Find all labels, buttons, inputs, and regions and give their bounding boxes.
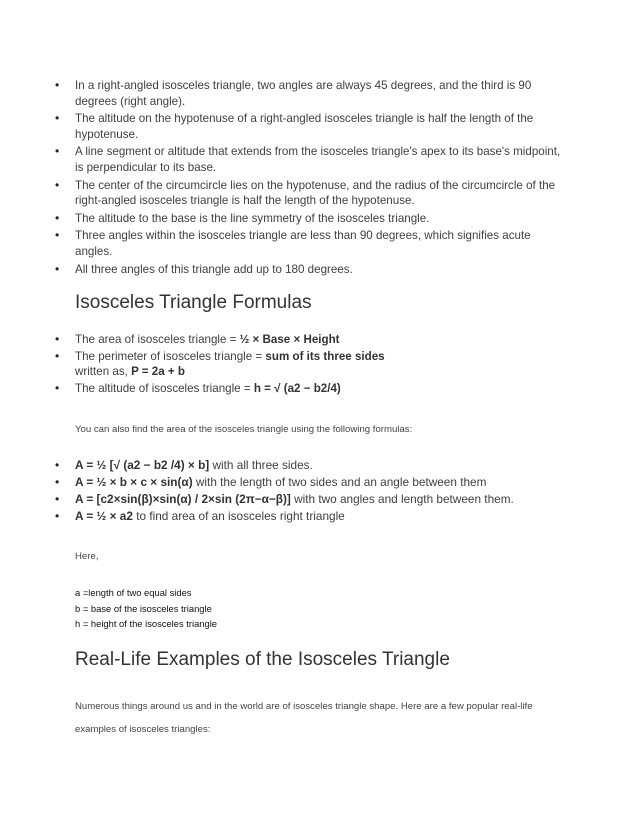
- property-text: Three angles within the isosceles triangle are less than 90 degrees, which signifies acute angles.: [75, 229, 531, 258]
- list-item: [0, 332, 638, 348]
- formula-text-line2: written as,: [75, 365, 132, 379]
- definition-line: h = height of the isosceles triangle: [75, 618, 218, 629]
- formula-text: The altitude of isosceles triangle =: [75, 381, 254, 395]
- area-formula-text: with the length of two sides and an angle between them: [192, 475, 487, 490]
- section-heading-real-life: Real-Life Examples of the Isosceles Triangle: [75, 649, 450, 670]
- bullet-icon: •: [55, 78, 60, 92]
- area-formula-bold: A = ½ × b × c × sin(α): [75, 475, 193, 490]
- list-item: [0, 509, 638, 525]
- list-item: [0, 475, 638, 491]
- formula-text: The perimeter of isosceles triangle =: [75, 349, 266, 363]
- bullet-icon: •: [55, 458, 60, 472]
- list-item: [0, 492, 638, 508]
- property-text: All three angles of this triangle add up to 180 degrees.: [75, 262, 353, 276]
- formula-text: The area of isosceles triangle =: [75, 333, 240, 346]
- also-text: You can also find the area of the isosceles triangle using the following formulas:: [75, 424, 413, 435]
- list-item: [0, 144, 638, 175]
- formula-bold-line2: P = 2a + b: [131, 365, 185, 379]
- property-text: A line segment or altitude that extends from the isosceles triangle's apex to its base's midpoint, is perpendicular to its base.: [75, 145, 561, 174]
- property-text: The altitude on the hypotenuse of a right-angled isosceles triangle is half the length of the hypotenuse.: [75, 112, 534, 141]
- area-formulas-list: [0, 458, 638, 526]
- formula-bold: h = √ (a2 − b2/4): [253, 381, 341, 395]
- section-heading-formulas: Isosceles Triangle Formulas: [75, 292, 312, 313]
- area-formula-text: with two angles and length between them.: [290, 492, 514, 507]
- bullet-icon: •: [55, 380, 60, 395]
- property-text: In a right-angled isosceles triangle, two angles are always 45 degrees, and the third is 90 degrees (right angle).: [75, 79, 532, 108]
- definition-line: a =length of two equal sides: [75, 587, 192, 598]
- properties-list: [0, 78, 638, 279]
- list-item: [0, 262, 638, 278]
- definition-line: b = base of the isosceles triangle: [75, 602, 212, 614]
- list-item: [0, 228, 638, 259]
- bullet-icon: •: [55, 509, 60, 524]
- area-formula-bold: A = [c2×sin(β)×sin(α) / 2×sin (2π−α−β)]: [75, 492, 291, 507]
- area-formula-text: with all three sides.: [209, 458, 313, 472]
- formula-bold: sum of its three sides: [265, 349, 385, 363]
- list-item: [0, 211, 638, 227]
- list-item: [0, 178, 638, 209]
- bullet-icon: •: [55, 228, 60, 243]
- bullet-icon: •: [55, 177, 60, 192]
- area-formula-bold: A = ½ [√ (a2 − b2 /4) × b]: [75, 458, 210, 472]
- area-formula-text: to find area of an isosceles right triangle: [132, 509, 345, 524]
- bullet-icon: •: [55, 475, 60, 490]
- property-text: The altitude to the base is the line symmetry of the isosceles triangle.: [75, 211, 430, 225]
- formula-bold: ½ × Base × Height: [239, 333, 340, 346]
- bullet-icon: •: [55, 210, 60, 225]
- bullet-icon: •: [55, 332, 60, 346]
- real-life-paragraph: Numerous things around us and in the world are of isosceles triangle shape. Here are a few popular real-life examples of isosceles triangles:: [75, 701, 533, 735]
- bullet-icon: •: [55, 144, 60, 159]
- area-formula-bold: A = ½ × a2: [75, 509, 133, 524]
- here-label: Here,: [75, 551, 99, 562]
- list-item: [0, 111, 638, 142]
- bullet-icon: •: [55, 111, 60, 126]
- bullet-icon: •: [55, 261, 60, 276]
- definitions-block: [75, 585, 217, 632]
- formulas-list: [0, 332, 638, 397]
- bullet-icon: •: [55, 348, 60, 363]
- list-item: [0, 78, 638, 109]
- list-item: [0, 458, 638, 474]
- property-text: The center of the circumcircle lies on the hypotenuse, and the radius of the circumcircle of the right-angled isosceles triangle is half the length of the hypotenuse.: [75, 178, 556, 208]
- list-item: [0, 349, 638, 380]
- bullet-icon: •: [55, 492, 60, 507]
- list-item: [0, 381, 638, 397]
